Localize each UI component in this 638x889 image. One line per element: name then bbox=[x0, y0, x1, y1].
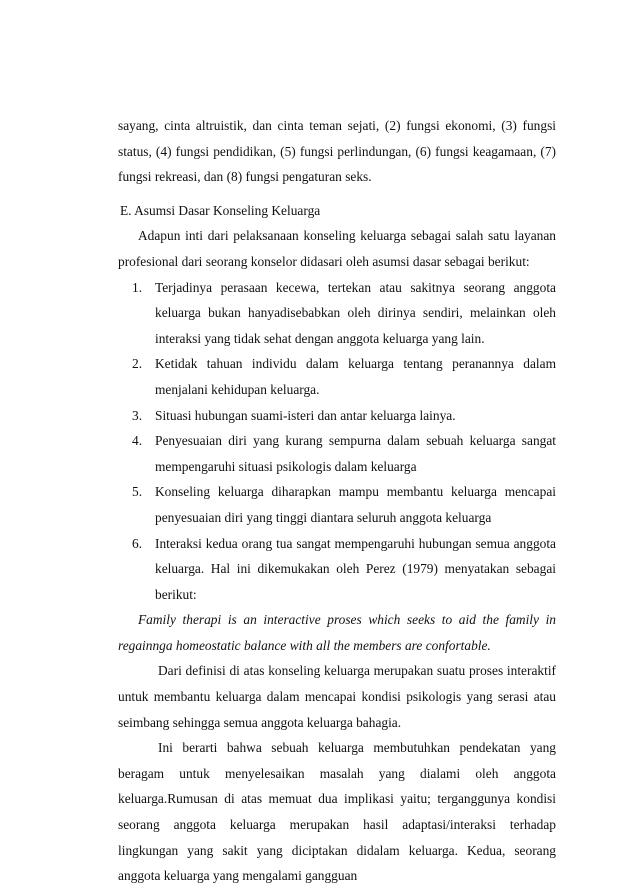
document-page bbox=[118, 113, 556, 889]
list-number: 2. bbox=[132, 356, 143, 372]
list-item-text: Konseling keluarga diharapkan mampu membantu keluarga mencapai penyesuaian diri yang tinggi diantara seluruh anggota keluarga bbox=[155, 484, 556, 525]
list-number: 4. bbox=[132, 433, 143, 449]
list-item bbox=[118, 428, 556, 479]
list-item-text: Interaksi kedua orang tua sangat mempengaruhi hubungan semua anggota keluarga. Hal ini dikemukakan oleh Perez (1979) menyatakan sebagai berikut: bbox=[155, 535, 556, 602]
implication-paragraph: Ini berarti bahwa sebuah keluarga membutuhkan pendekatan yang beragam untuk menyelesaikan masalah yang dialami oleh anggota keluarga.Rumusan di atas memuat dua implikasi yaitu; terganggunya kondisi seorang anggota keluarga merupakan hasil adaptasi/interaksi terhadap lingkungan yang sakit yang diciptakan didalam keluarga. Kedua, seorang anggota keluarga yang mengalami gangguan bbox=[118, 740, 556, 884]
list-item bbox=[118, 351, 556, 402]
list-item bbox=[118, 275, 556, 352]
list-number: 6. bbox=[132, 535, 143, 551]
list-item-text: Terjadinya perasaan kecewa, tertekan atau sakitnya seorang anggota keluarga bukan hanyadisebabkan oleh dirinya sendiri, melainkan oleh interaksi yang tidak sehat dengan anggota keluarga yang lain. bbox=[155, 279, 556, 346]
list-number: 5. bbox=[132, 484, 143, 500]
list-item bbox=[118, 479, 556, 530]
assumption-list bbox=[118, 275, 556, 608]
list-item-text: Situasi hubungan suami-isteri dan antar keluarga lainya. bbox=[155, 407, 456, 423]
intro-paragraph: Adapun inti dari pelaksanaan konseling keluarga sebagai salah satu layanan profesional dari seorang konselor didasari oleh asumsi dasar sebagai berikut: bbox=[118, 228, 556, 269]
section-heading: E. Asumsi Dasar Konseling Keluarga bbox=[120, 202, 321, 218]
list-number: 1. bbox=[132, 279, 143, 295]
list-item-text: Ketidak tahuan individu dalam keluarga tentang peranannya dalam menjalani kehidupan keluarga. bbox=[155, 356, 556, 397]
list-item-text: Penyesuaian diri yang kurang sempurna dalam sebuah keluarga sangat mempengaruhi situasi psikologis dalam keluarga bbox=[155, 433, 556, 474]
definition-paragraph: Dari definisi di atas konseling keluarga merupakan suatu proses interaktif untuk membantu keluarga dalam mencapai kondisi psikologis yang serasi atau seimbang sehingga semua anggota keluarga bahagia. bbox=[118, 663, 556, 730]
list-number: 3. bbox=[132, 407, 143, 423]
quote-paragraph: Family therapi is an interactive proses which seeks to aid the family in regainnga homeostatic balance with all the members are confortable. bbox=[118, 612, 556, 653]
list-item bbox=[118, 531, 556, 608]
list-item bbox=[118, 403, 556, 429]
paragraph-continuation: sayang, cinta altruistik, dan cinta teman sejati, (2) fungsi ekonomi, (3) fungsi status, (4) fungsi pendidikan, (5) fungsi perlindungan, (6) fungsi keagamaan, (7) fungsi rekreasi, dan (8) fungsi pengaturan seks. bbox=[118, 118, 556, 185]
